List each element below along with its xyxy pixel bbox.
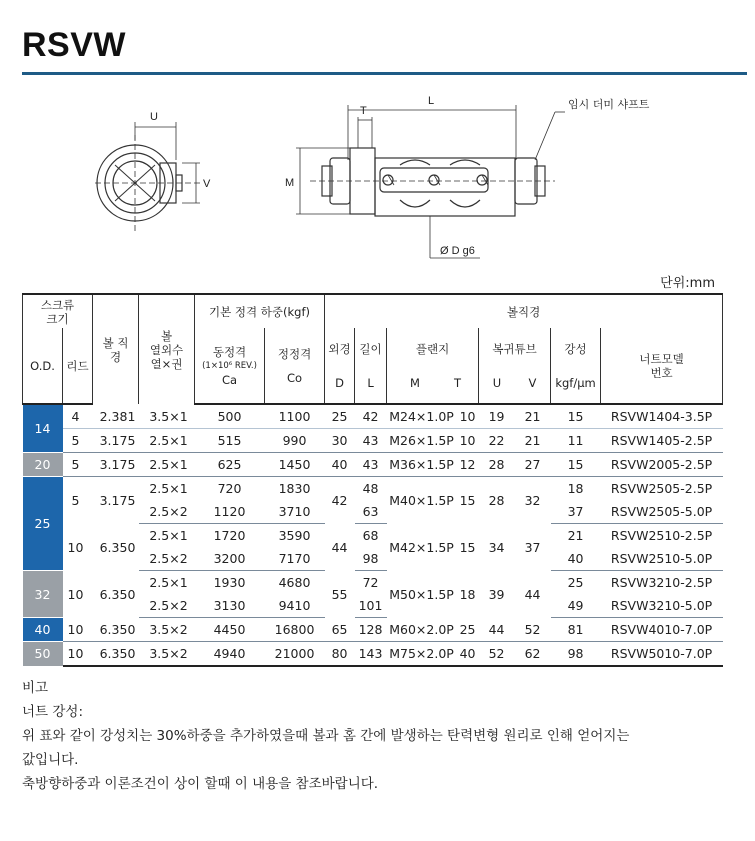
page-title: RSVW bbox=[22, 26, 126, 64]
cell-ball: 6.350 bbox=[99, 539, 136, 555]
th-dynamic bbox=[195, 328, 265, 404]
cell-l: 43 bbox=[355, 429, 387, 453]
cell-model: RSVW2510-2.5P bbox=[610, 528, 713, 543]
cell-m: M60×2.0P bbox=[387, 618, 457, 642]
cell-ball: 3.175 bbox=[99, 492, 136, 508]
cell-co: 7170 bbox=[265, 547, 325, 571]
th-dynamic-label: 동정격 bbox=[212, 344, 247, 359]
cell-ca: 1930 bbox=[213, 575, 246, 590]
th-outer bbox=[325, 328, 355, 404]
cell-lead: 5 bbox=[63, 453, 93, 477]
cell-model: RSVW3210-2.5P bbox=[610, 575, 713, 590]
cell-k: 98 bbox=[551, 642, 601, 667]
cell-d: 42 bbox=[331, 492, 348, 508]
cell-t: 10 bbox=[457, 404, 479, 429]
cell-l: 128 bbox=[355, 618, 387, 642]
th-rt-u: U bbox=[492, 375, 502, 390]
title-rule bbox=[22, 72, 747, 75]
table-row bbox=[23, 642, 723, 667]
cell-co: 990 bbox=[265, 429, 325, 453]
th-stiffness bbox=[551, 328, 601, 404]
cell-ca: 515 bbox=[195, 429, 265, 453]
cell-rows: 2.5×2 bbox=[139, 500, 195, 524]
label-v: V bbox=[203, 178, 211, 190]
cell-k: 11 bbox=[551, 429, 601, 453]
cell-model: RSVW3210-5.0P bbox=[601, 594, 723, 618]
cell-model: RSVW2510-5.0P bbox=[601, 547, 723, 571]
cell-k: 81 bbox=[551, 618, 601, 642]
th-stiffness-unit: kgf/μm bbox=[555, 375, 596, 390]
th-length-label: 길이 bbox=[359, 341, 382, 356]
cell-l: 98 bbox=[355, 547, 387, 571]
cell-co: 4680 bbox=[278, 575, 311, 590]
cell-ball: 3.175 bbox=[93, 453, 139, 477]
cell-lead: 10 bbox=[63, 642, 93, 667]
cell-rows: 2.5×1 bbox=[149, 481, 188, 496]
table-row bbox=[23, 477, 723, 501]
od-cell: 50 bbox=[23, 642, 63, 667]
cell-k: 15 bbox=[551, 453, 601, 477]
cell-t: 18 bbox=[459, 586, 476, 602]
th-screw-size: 스크류 크기 bbox=[23, 294, 93, 328]
cell-d: 25 bbox=[325, 404, 355, 429]
cell-ca: 3200 bbox=[195, 547, 265, 571]
cell-ca: 500 bbox=[195, 404, 265, 429]
cell-lead: 10 bbox=[63, 618, 93, 642]
cell-rows: 2.5×1 bbox=[139, 429, 195, 453]
th-basic-load: 기본 정격 하중(kgf) bbox=[195, 294, 325, 328]
cell-ca: 4940 bbox=[195, 642, 265, 667]
th-return-tube bbox=[479, 328, 551, 404]
cell-ca: 3130 bbox=[195, 594, 265, 618]
cell-u: 52 bbox=[479, 642, 515, 667]
cell-rows: 3.5×2 bbox=[139, 618, 195, 642]
cell-k: 18 bbox=[567, 481, 584, 496]
cell-v: 21 bbox=[515, 429, 551, 453]
th-static bbox=[265, 328, 325, 404]
cell-l: 48 bbox=[362, 481, 379, 496]
cell-m: M24×1.0P bbox=[387, 404, 457, 429]
cell-co: 16800 bbox=[265, 618, 325, 642]
notes bbox=[22, 676, 732, 796]
cell-ball: 6.350 bbox=[93, 642, 139, 667]
cell-ball: 6.350 bbox=[93, 618, 139, 642]
cell-model: RSVW1404-3.5P bbox=[601, 404, 723, 429]
th-flange-t: T bbox=[453, 375, 462, 390]
cell-v: 52 bbox=[515, 618, 551, 642]
cell-u: 28 bbox=[488, 492, 505, 508]
cell-l: 143 bbox=[355, 642, 387, 667]
cell-v: 44 bbox=[524, 586, 541, 602]
th-ball-dia: 볼 직 경 bbox=[93, 294, 139, 404]
cell-rows: 2.5×2 bbox=[139, 547, 195, 571]
cell-model: RSVW2005-2.5P bbox=[601, 453, 723, 477]
th-dynamic-unit: (1×10⁶ REV.) bbox=[202, 360, 257, 371]
cell-co: 1100 bbox=[265, 404, 325, 429]
od-cell: 32 bbox=[23, 571, 63, 618]
side-view bbox=[296, 105, 565, 258]
cell-v: 62 bbox=[515, 642, 551, 667]
cell-d: 55 bbox=[331, 586, 348, 602]
cell-k: 40 bbox=[551, 547, 601, 571]
cell-k: 15 bbox=[551, 404, 601, 429]
th-flange-label: 플랜지 bbox=[415, 341, 450, 356]
cell-t: 12 bbox=[457, 453, 479, 477]
th-length bbox=[355, 328, 387, 404]
th-static-label: 정정격 bbox=[277, 346, 312, 361]
th-dynamic-sym: Ca bbox=[221, 372, 238, 387]
cell-model: RSVW2505-2.5P bbox=[610, 481, 713, 496]
cell-m: M36×1.5P bbox=[387, 453, 457, 477]
cell-model: RSVW1405-2.5P bbox=[601, 429, 723, 453]
end-view bbox=[95, 122, 200, 232]
cell-co: 3710 bbox=[265, 500, 325, 524]
units-label: 단위:mm bbox=[660, 276, 715, 291]
th-static-sym: Co bbox=[286, 370, 303, 385]
th-flange-m: M bbox=[410, 375, 420, 390]
cell-co: 21000 bbox=[265, 642, 325, 667]
cell-rows: 3.5×2 bbox=[139, 642, 195, 667]
cell-ball: 6.350 bbox=[99, 586, 136, 602]
th-outer-sym: D bbox=[335, 375, 344, 390]
table-row bbox=[23, 429, 723, 453]
od-cell: 25 bbox=[23, 477, 63, 571]
cell-d: 80 bbox=[325, 642, 355, 667]
cell-ca: 1720 bbox=[213, 528, 246, 543]
cell-co: 1450 bbox=[265, 453, 325, 477]
cell-t: 10 bbox=[457, 429, 479, 453]
cell-ca: 625 bbox=[195, 453, 265, 477]
table-row bbox=[23, 453, 723, 477]
cell-l: 43 bbox=[355, 453, 387, 477]
cell-l: 63 bbox=[355, 500, 387, 524]
cell-d: 40 bbox=[325, 453, 355, 477]
cell-k: 21 bbox=[567, 528, 584, 543]
cell-lead: 5 bbox=[71, 492, 80, 508]
cell-ca: 4450 bbox=[195, 618, 265, 642]
cell-co: 3590 bbox=[278, 528, 311, 543]
cell-u: 39 bbox=[488, 586, 505, 602]
cell-k: 37 bbox=[551, 500, 601, 524]
cell-u: 44 bbox=[479, 618, 515, 642]
notes-body-cont: 값입니다. bbox=[22, 752, 79, 768]
cell-lead: 5 bbox=[63, 429, 93, 453]
th-lead: 리드 bbox=[63, 328, 93, 404]
notes-body: 위 표와 같이 강성치는 30%하중을 추가하였을때 볼과 홈 간에 발생하는 탄력변형 원리로 인해 얻어지는 bbox=[22, 728, 630, 744]
cell-u: 28 bbox=[479, 453, 515, 477]
cell-lead: 4 bbox=[63, 404, 93, 429]
cell-rows: 2.5×2 bbox=[139, 594, 195, 618]
cell-co: 1830 bbox=[278, 481, 311, 496]
cell-lead: 10 bbox=[67, 586, 84, 602]
label-u: U bbox=[150, 111, 158, 123]
od-cell: 14 bbox=[23, 404, 63, 453]
cell-ball: 2.381 bbox=[93, 404, 139, 429]
label-d: Ø D g6 bbox=[440, 245, 475, 257]
cell-m: M26×1.5P bbox=[387, 429, 457, 453]
cell-co: 9410 bbox=[265, 594, 325, 618]
cell-model: RSVW2505-5.0P bbox=[601, 500, 723, 524]
cell-m: M50×1.5P bbox=[389, 586, 454, 602]
th-stiffness-label: 강성 bbox=[564, 341, 587, 356]
cell-ball: 3.175 bbox=[93, 429, 139, 453]
th-nut-model: 너트모델 번호 bbox=[601, 328, 723, 404]
cell-rows: 2.5×1 bbox=[149, 575, 188, 590]
cell-u: 34 bbox=[488, 539, 505, 555]
th-length-sym: L bbox=[367, 375, 374, 390]
cell-m: M40×1.5P bbox=[389, 492, 454, 508]
spec-table bbox=[22, 293, 723, 667]
table-row bbox=[23, 524, 723, 548]
label-m: M bbox=[285, 177, 295, 189]
cell-l: 101 bbox=[355, 594, 387, 618]
cell-t: 40 bbox=[457, 642, 479, 667]
nut-drawing bbox=[0, 80, 755, 270]
cell-model: RSVW4010-7.0P bbox=[601, 618, 723, 642]
cell-ca: 720 bbox=[217, 481, 242, 496]
th-flange bbox=[387, 328, 479, 404]
cell-m: M42×1.5P bbox=[389, 539, 454, 555]
label-t: T bbox=[360, 105, 367, 117]
th-ball-dia-group: 볼직경 bbox=[325, 294, 723, 328]
cell-rows: 2.5×1 bbox=[149, 528, 188, 543]
cell-v: 32 bbox=[524, 492, 541, 508]
table-row bbox=[23, 618, 723, 642]
notes-reference: 축방향하중과 이론조건이 상이 할때 이 내용을 참조바랍니다. bbox=[22, 776, 379, 792]
label-l: L bbox=[428, 95, 435, 107]
callout-dummy-shaft: 임시 더미 샤프트 bbox=[568, 98, 650, 111]
th-rt-v: V bbox=[528, 375, 537, 390]
cell-d: 44 bbox=[331, 539, 348, 555]
cell-k: 25 bbox=[567, 575, 584, 590]
th-ball-rows: 볼 열외수 열×권 bbox=[139, 294, 195, 404]
cell-d: 65 bbox=[325, 618, 355, 642]
cell-ca: 1120 bbox=[195, 500, 265, 524]
cell-v: 21 bbox=[515, 404, 551, 429]
od-cell: 40 bbox=[23, 618, 63, 642]
cell-model: RSVW5010-7.0P bbox=[601, 642, 723, 667]
cell-l: 42 bbox=[355, 404, 387, 429]
cell-d: 30 bbox=[325, 429, 355, 453]
th-outer-label: 외경 bbox=[328, 341, 351, 356]
notes-subheading: 너트 강성: bbox=[22, 704, 84, 720]
cell-rows: 3.5×1 bbox=[139, 404, 195, 429]
cell-u: 22 bbox=[479, 429, 515, 453]
th-od: O.D. bbox=[23, 328, 63, 404]
table-row bbox=[23, 404, 723, 429]
cell-v: 27 bbox=[515, 453, 551, 477]
table-row bbox=[23, 571, 723, 595]
cell-lead: 10 bbox=[67, 539, 84, 555]
cell-l: 68 bbox=[362, 528, 379, 543]
notes-heading: 비고 bbox=[22, 680, 49, 696]
cell-m: M75×2.0P bbox=[387, 642, 457, 667]
cell-k: 49 bbox=[551, 594, 601, 618]
cell-u: 19 bbox=[479, 404, 515, 429]
cell-rows: 2.5×1 bbox=[139, 453, 195, 477]
cell-t: 15 bbox=[459, 539, 476, 555]
th-return-tube-label: 복귀튜브 bbox=[492, 341, 537, 356]
cell-l: 72 bbox=[362, 575, 379, 590]
od-cell: 20 bbox=[23, 453, 63, 477]
cell-v: 37 bbox=[524, 539, 541, 555]
cell-t: 15 bbox=[459, 492, 476, 508]
cell-t: 25 bbox=[457, 618, 479, 642]
